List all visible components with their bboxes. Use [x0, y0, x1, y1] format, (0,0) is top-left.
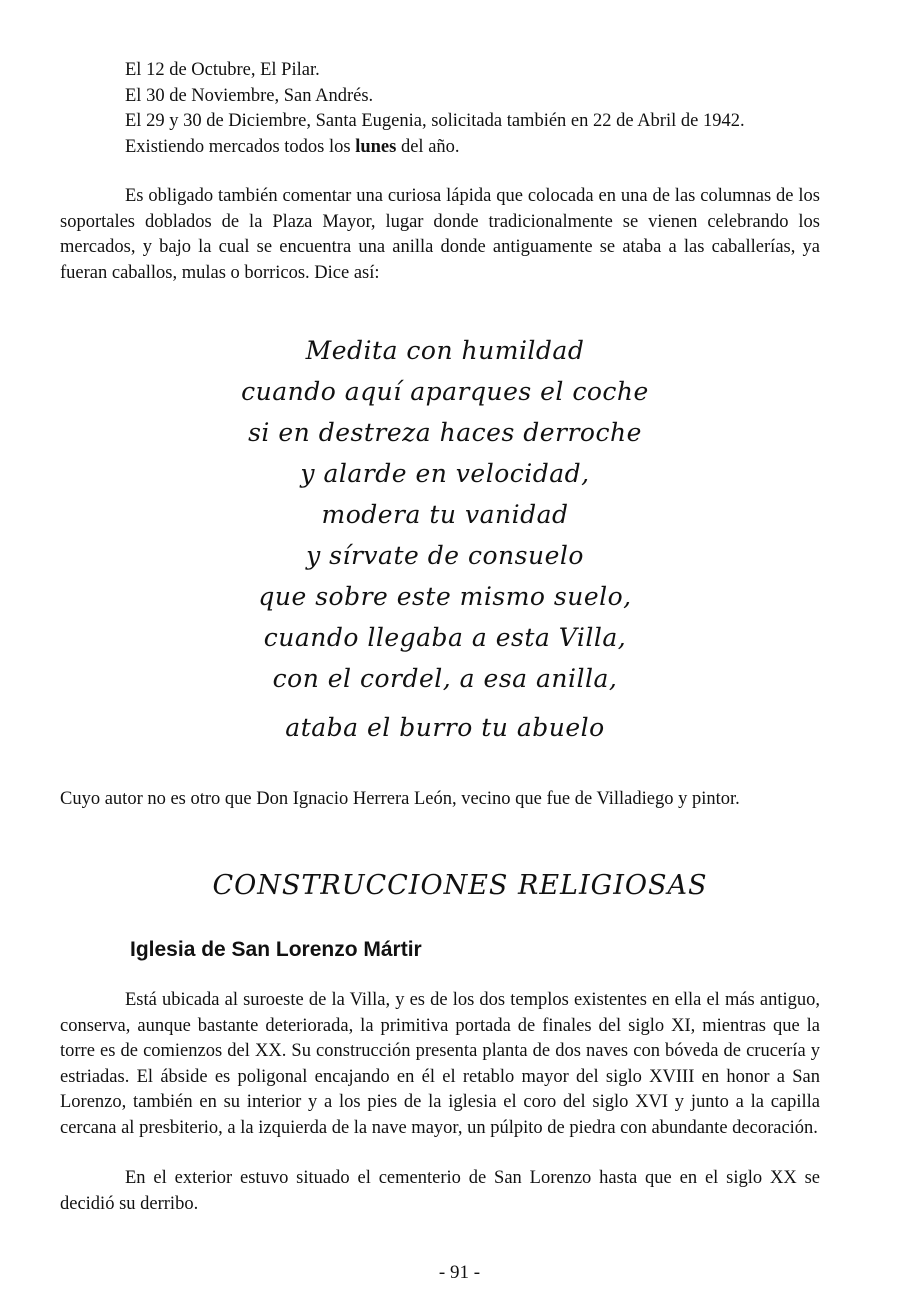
church-title: Iglesia de San Lorenzo Mártir — [130, 938, 422, 961]
market-weekly-bold: lunes — [355, 136, 397, 157]
market-day: El 12 de Octubre, El Pilar. — [125, 60, 320, 80]
church-paragraph — [60, 988, 820, 1141]
market-weekly-text: Existiendo mercados todos los — [125, 136, 356, 157]
church-paragraph-text: Está ubicada al suroeste de la Villa, y es de los dos templos existentes en ella el más antiguo, conserva, aunque bastante deteriorada, la primitiva portada de finales del siglo XI, mientras que la torre es de comienzos del XX. Su construcción presenta planta de dos naves con bóveda de crucería y estriadas. El ábside es poligonal encajando en él el retablo mayor del siglo XVIII en honor a San Lorenzo, también en su interior y a los pies de la iglesia el coro del siglo XVI y junto a la capilla cercana al presbiterio, a la izquierda de la nave mayor, un púlpito de piedra con abundante decoración. — [60, 990, 820, 1138]
poem-line: Medita con humildad — [305, 336, 585, 365]
section-title: CONSTRUCCIONES RELIGIOSAS — [212, 870, 708, 901]
poem-line: modera tu vanidad — [321, 500, 569, 529]
poem-line: y sírvate de consuelo — [306, 541, 584, 570]
poem-line: que sobre este mismo suelo, — [258, 582, 632, 611]
poem-author: Cuyo autor no es otro que Don Ignacio Herrera León, vecino que fue de Villadiego y pintor. — [60, 789, 740, 809]
market-day: El 29 y 30 de Diciembre, Santa Eugenia, solicitada también en 22 de Abril de 1942. — [125, 111, 745, 131]
church-paragraph — [60, 1166, 820, 1217]
market-days-list — [125, 58, 845, 160]
lapida-intro-text: Es obligado también comentar una curiosa lápida que colocada en una de las columnas de los soportales doblados de la Plaza Mayor, lugar donde tradicionalmente se vienen celebrando los mercados, y bajo la cual se encuentra una anilla donde antiguamente se ataba a las caballerías, ya fueran caballos, mulas o borricos. Dice así: — [60, 186, 820, 283]
poem-line: cuando llegaba a esta Villa, — [263, 623, 627, 652]
market-weekly-text-end: del año. — [396, 136, 460, 157]
poem-line: y alarde en velocidad, — [300, 459, 590, 488]
poem-line: cuando aquí aparques el coche — [241, 377, 649, 406]
market-day: El 30 de Noviembre, San Andrés. — [125, 85, 374, 106]
market-weekly — [125, 135, 845, 161]
church-paragraph-text: En el exterior estuvo situado el cementerio de San Lorenzo hasta que en el siglo XX se decidió su derribo. — [60, 1168, 820, 1214]
lapida-intro-paragraph — [60, 184, 820, 286]
poem-line: si en destreza haces derroche — [248, 418, 642, 447]
poem-line: ataba el burro tu abuelo — [285, 713, 605, 742]
poem-line: con el cordel, a esa anilla, — [272, 664, 618, 693]
page-number: - 91 - — [438, 1262, 481, 1283]
lapida-poem — [180, 330, 710, 748]
